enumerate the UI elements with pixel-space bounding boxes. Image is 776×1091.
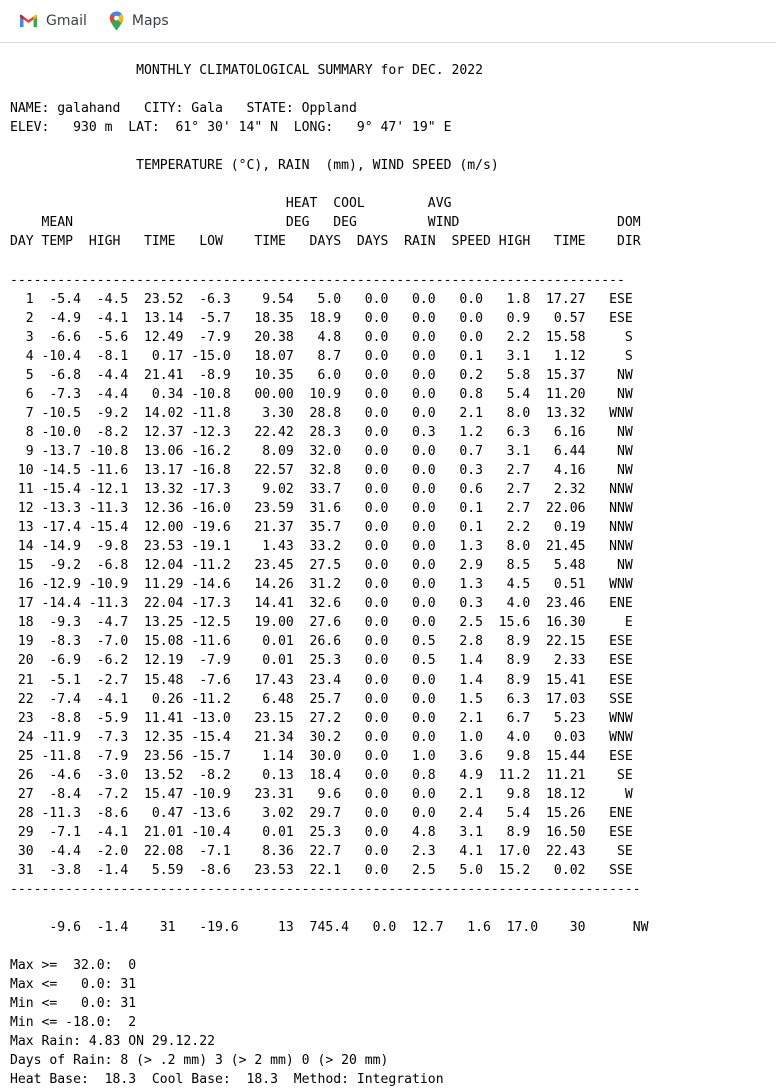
table-row: 5 -6.8 -4.4 21.41 -8.9 10.35 6.0 0.0 0.0 0.2 5.8 15.37 NW	[10, 367, 633, 383]
table-row: 30 -4.4 -2.0 22.08 -7.1 8.36 22.7 0.0 2.3 4.1 17.0 22.43 SE	[10, 843, 633, 859]
table-row: 29 -7.1 -4.1 21.01 -10.4 0.01 25.3 0.0 4.8 3.1 8.9 16.50 ESE	[10, 824, 633, 840]
bookmarks-bar	[0, 0, 776, 43]
stat-line: Heat Base: 18.3 Cool Base: 18.3 Method: Integration	[10, 1072, 444, 1088]
table-row: 13 -17.4 -15.4 12.00 -19.6 21.37 35.7 0.0 0.0 0.1 2.2 0.19 NNW	[10, 520, 633, 536]
column-header-line: DAY TEMP HIGH TIME LOW TIME DAYS DAYS RAIN SPEED HIGH TIME DIR	[10, 234, 641, 250]
table-row: 3 -6.6 -5.6 12.49 -7.9 20.38 4.8 0.0 0.0 0.0 2.2 15.58 S	[10, 329, 633, 345]
bookmark-maps[interactable]	[109, 11, 169, 31]
table-row: 21 -5.1 -2.7 15.48 -7.6 17.43 23.4 0.0 0.0 1.4 8.9 15.41 ESE	[10, 672, 633, 688]
table-row: 6 -7.3 -4.4 0.34 -10.8 00.00 10.9 0.0 0.0 0.8 5.4 11.20 NW	[10, 386, 633, 402]
table-row: 15 -9.2 -6.8 12.04 -11.2 23.45 27.5 0.0 0.0 2.9 8.5 5.48 NW	[10, 558, 633, 574]
table-row: 20 -6.9 -6.2 12.19 -7.9 0.01 25.3 0.0 0.5 1.4 8.9 2.33 ESE	[10, 653, 633, 669]
table-row: 10 -14.5 -11.6 13.17 -16.8 22.57 32.8 0.0 0.0 0.3 2.7 4.16 NW	[10, 462, 633, 478]
table-row: 28 -11.3 -8.6 0.47 -13.6 3.02 29.7 0.0 0.0 2.4 5.4 15.26 ENE	[10, 805, 633, 821]
stat-line: Days of Rain: 8 (> .2 mm) 3 (> 2 mm) 0 (> 20 mm)	[10, 1053, 389, 1069]
table-row: 12 -13.3 -11.3 12.36 -16.0 23.59 31.6 0.0 0.0 0.1 2.7 22.06 NNW	[10, 501, 633, 517]
table-row: 7 -10.5 -9.2 14.02 -11.8 3.30 28.8 0.0 0.0 2.1 8.0 13.32 WNW	[10, 405, 633, 421]
blank-line	[10, 251, 649, 270]
table-row: 27 -8.4 -7.2 15.47 -10.9 23.31 9.6 0.0 0.0 2.1 9.8 18.12 W	[10, 786, 633, 802]
table-row: 19 -8.3 -7.0 15.08 -11.6 0.01 26.6 0.0 0.5 2.8 8.9 22.15 ESE	[10, 634, 633, 650]
header-separator: ------------------------------------------------------------------------------	[10, 272, 625, 288]
table-row: 25 -11.8 -7.9 23.56 -15.7 1.14 30.0 0.0 1.0 3.6 9.8 15.44 ESE	[10, 748, 633, 764]
table-row: 16 -12.9 -10.9 11.29 -14.6 14.26 31.2 0.0 0.0 1.3 4.5 0.51 WNW	[10, 577, 633, 593]
table-row: 26 -4.6 -3.0 13.52 -8.2 0.13 18.4 0.0 0.8 4.9 11.2 11.21 SE	[10, 767, 633, 783]
stat-line: Max <= 0.0: 31	[10, 977, 137, 993]
table-row: 1 -5.4 -4.5 23.52 -6.3 9.54 5.0 0.0 0.0 0.0 1.8 17.27 ESE	[10, 291, 633, 307]
stat-line: Max Rain: 4.83 ON 29.12.22	[10, 1034, 215, 1050]
bookmark-label: Maps	[131, 13, 169, 29]
table-row: 8 -10.0 -8.2 12.37 -12.3 22.42 28.3 0.0 0.3 1.2 6.3 6.16 NW	[10, 424, 633, 440]
bookmark-label: Gmail	[46, 13, 87, 29]
table-row: 4 -10.4 -8.1 0.17 -15.0 18.07 8.7 0.0 0.0 0.1 3.1 1.12 S	[10, 348, 633, 364]
climatological-report	[10, 61, 649, 1090]
table-row: 23 -8.8 -5.9 11.41 -13.0 23.15 27.2 0.0 0.0 2.1 6.7 5.23 WNW	[10, 710, 633, 726]
column-header-line: MEAN DEG DEG WIND DOM	[10, 215, 641, 231]
maps-icon	[109, 11, 124, 31]
stats-block	[10, 956, 649, 1089]
report-title: MONTHLY CLIMATOLOGICAL SUMMARY for DEC. 2022	[136, 63, 483, 78]
blank-line	[10, 80, 649, 99]
stat-line: Max >= 32.0: 0	[10, 958, 137, 974]
column-header-line: HEAT COOL AVG	[10, 196, 452, 212]
table-row: 18 -9.3 -4.7 13.25 -12.5 19.00 27.6 0.0 0.0 2.5 15.6 16.30 E	[10, 615, 633, 631]
table-row: 22 -7.4 -4.1 0.26 -11.2 6.48 25.7 0.0 0.0 1.5 6.3 17.03 SSE	[10, 691, 633, 707]
table-row: 9 -13.7 -10.8 13.06 -16.2 8.09 32.0 0.0 0.0 0.7 3.1 6.44 NW	[10, 443, 633, 459]
table-row: 17 -14.4 -11.3 22.04 -17.3 14.41 32.6 0.0 0.0 0.3 4.0 23.46 ENE	[10, 596, 633, 612]
table-row: 31 -3.8 -1.4 5.59 -8.6 23.53 22.1 0.0 2.5 5.0 15.2 0.02 SSE	[10, 862, 633, 878]
table-row: 14 -14.9 -9.8 23.53 -19.1 1.43 33.2 0.0 0.0 1.3 8.0 21.45 NNW	[10, 539, 633, 555]
gmail-icon	[19, 14, 38, 28]
table-row: 2 -4.9 -4.1 13.14 -5.7 18.35 18.9 0.0 0.0 0.0 0.9 0.57 ESE	[10, 310, 633, 326]
units-line: TEMPERATURE (°C), RAIN (mm), WIND SPEED (m/s)	[136, 158, 499, 174]
summary-row: -9.6 -1.4 31 -19.6 13 745.4 0.0 12.7 1.6 17.0 30 NW	[10, 920, 649, 936]
table-row: 11 -15.4 -12.1 13.32 -17.3 9.02 33.7 0.0 0.0 0.6 2.7 2.32 NNW	[10, 482, 633, 498]
location-line: ELEV: 930 m LAT: 61° 30' 14" N LONG: 9° 47' 19" E	[10, 120, 452, 136]
summary-separator: --------------------------------------------------------------------------------	[10, 882, 641, 898]
stat-line: Min <= -18.0: 2	[10, 1015, 137, 1031]
blank-line	[10, 137, 649, 156]
station-line: NAME: galahand CITY: Gala STATE: Oppland	[10, 101, 357, 117]
daily-rows	[10, 290, 649, 880]
blank-line	[10, 899, 649, 918]
table-row: 24 -11.9 -7.3 12.35 -15.4 21.34 30.2 0.0 0.0 1.0 4.0 0.03 WNW	[10, 729, 633, 745]
blank-line	[10, 175, 649, 194]
bookmark-gmail[interactable]	[19, 13, 87, 29]
stat-line: Min <= 0.0: 31	[10, 996, 137, 1012]
blank-line	[10, 937, 649, 956]
